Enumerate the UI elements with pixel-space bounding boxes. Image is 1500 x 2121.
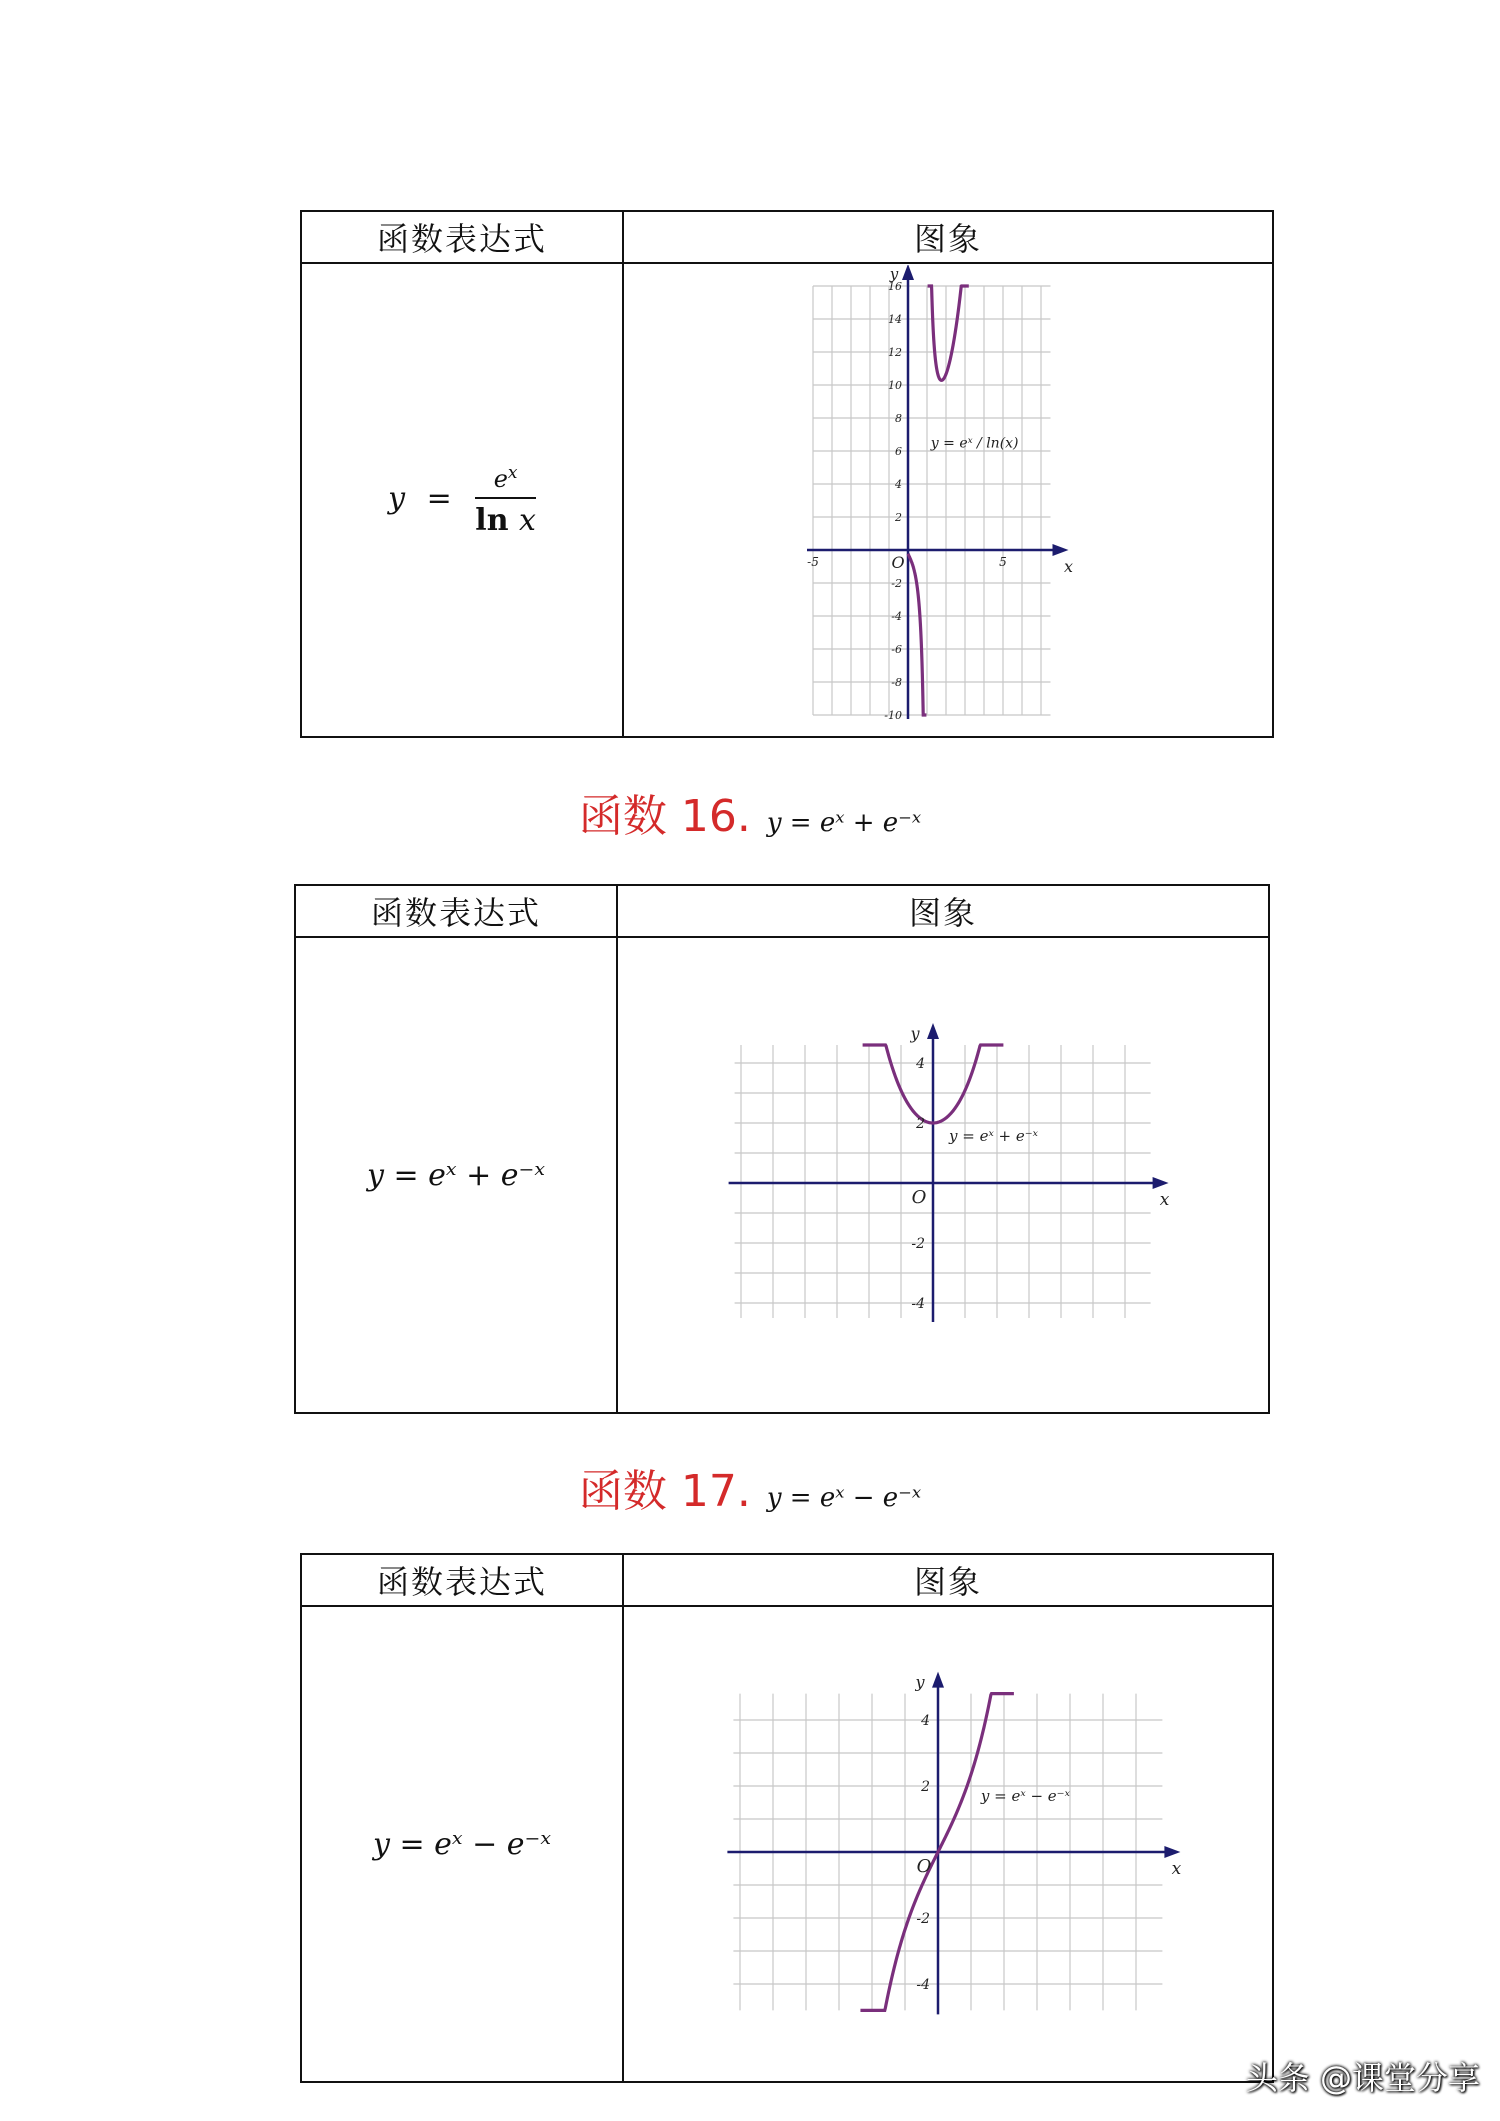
y-tick-label: 4 [921,1713,930,1729]
formula-exp-over-ln: y = $\frac{e^x}{\text{ln x}}$ [388,462,536,538]
header-expression: 函数表达式 [295,885,617,937]
y-axis-label: y [915,1672,925,1692]
x-axis-label: x [1171,1859,1182,1879]
y-tick-label: 2 [895,511,902,524]
y-axis-arrow [927,1023,939,1039]
graph-exp-over-ln [778,265,1118,735]
curve-label: y = eˣ − e⁻ˣ [980,1786,1070,1805]
function-curve [908,554,926,715]
formula-cosh: y = eˣ + e⁻ˣ [366,1157,545,1193]
origin-label: O [911,1187,927,1208]
origin-label: O [891,553,905,572]
formula-cell [295,937,617,1413]
y-tick-label: -2 [911,1236,925,1252]
y-tick-label: 14 [888,313,902,326]
origin-label: O [916,1856,932,1877]
header-expression: 函数表达式 [301,1554,623,1606]
x-axis-label: x [1063,557,1074,576]
y-tick-label: -4 [911,1296,925,1312]
header-graph: 图象 [623,211,1273,263]
y-axis-label: y [889,265,899,283]
y-axis-arrow [932,1672,944,1688]
header-graph: 图象 [623,1554,1273,1606]
y-tick-label: -2 [916,1911,930,1927]
y-tick-label: 8 [895,412,902,425]
watermark: 头条 @课堂分享 [1245,2059,1480,2097]
header-expression: 函数表达式 [301,211,623,263]
formula-cell [301,263,623,737]
y-tick-label: 4 [916,1056,925,1072]
y-axis-arrow [902,265,914,280]
x-tick-label: 5 [999,555,1007,569]
y-tick-label: 10 [888,379,902,392]
y-tick-label: -4 [891,610,902,623]
y-tick-label: -4 [916,1977,930,1993]
y-tick-label: 2 [916,1116,925,1132]
y-tick-label: -2 [891,577,902,590]
graph-cell [623,263,1273,737]
y-tick-label: 2 [921,1779,930,1795]
x-axis-arrow [1053,544,1069,556]
graph-sinh [648,1624,1248,2064]
y-tick-label: 16 [888,280,902,293]
y-tick-label: 6 [895,445,902,458]
function-table-16 [294,884,1270,1414]
y-tick-label: 4 [895,478,902,491]
x-axis-arrow [1153,1177,1169,1189]
y-tick-label: 12 [888,346,902,359]
curve-label: y = eˣ / ln(x) [930,435,1019,452]
y-tick-label: -10 [884,709,902,722]
header-graph: 图象 [617,885,1269,937]
x-axis-label: x [1159,1190,1170,1210]
x-axis-arrow [1164,1846,1180,1858]
y-axis-label: y [910,1024,920,1043]
function-table-17 [300,1553,1274,2083]
graph-cell [617,937,1269,1413]
graph-cosh [643,965,1243,1385]
function-table-15 [300,210,1274,738]
caption-function-16: 函数 16. y = eˣ + e⁻ˣ [578,791,922,842]
function-curve [928,286,969,380]
caption-function-17: 函数 17. y = eˣ − e⁻ˣ [578,1466,922,1517]
x-tick-label: -5 [807,555,819,569]
curve-label: y = eˣ + e⁻ˣ [949,1127,1039,1145]
graph-cell [623,1606,1273,2082]
y-tick-label: -8 [891,676,902,689]
formula-sinh: y = eˣ − e⁻ˣ [372,1826,551,1862]
formula-cell [301,1606,623,2082]
y-tick-label: -6 [891,643,902,656]
